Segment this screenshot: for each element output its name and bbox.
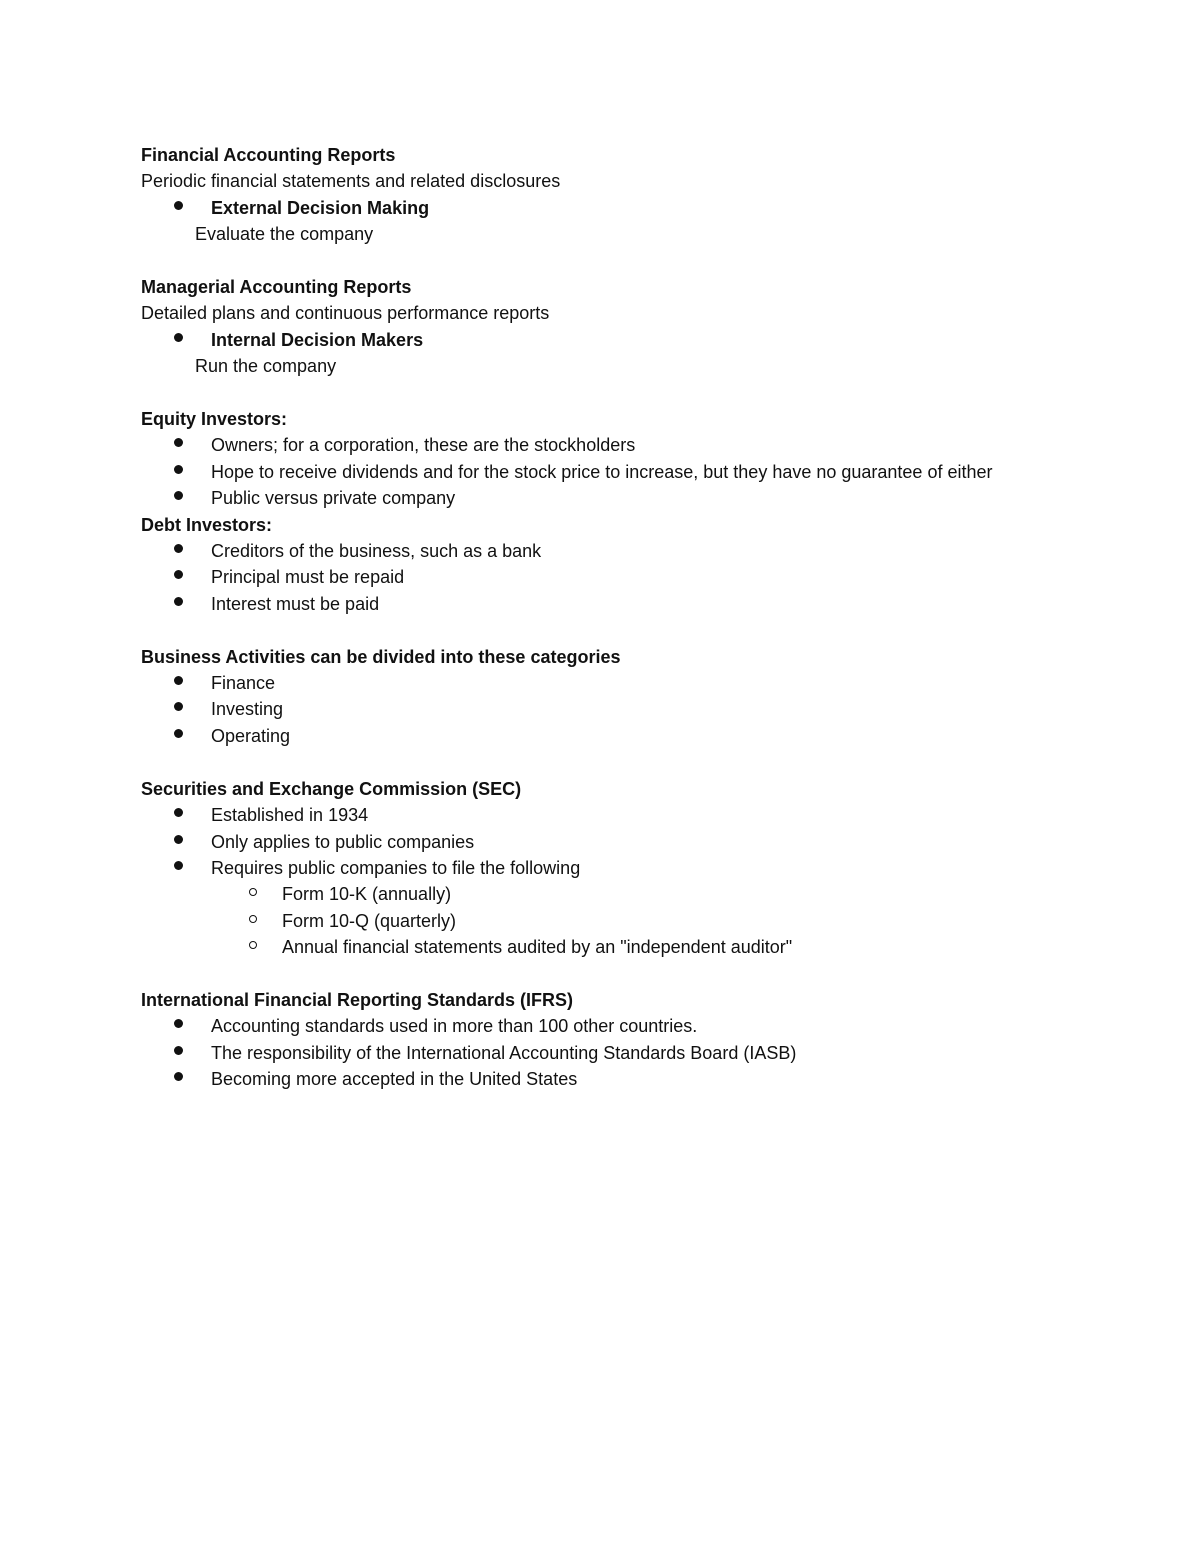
list-item: [141, 591, 1101, 617]
debt-list: [141, 538, 1101, 617]
equity-heading: Equity Investors:: [141, 409, 288, 430]
list-item: [141, 670, 1101, 696]
equity-list: [141, 432, 1101, 511]
list-item: [141, 855, 1101, 881]
sub-list-item: [141, 934, 1101, 960]
debt-item: Principal must be repaid: [211, 567, 405, 588]
list-item: [141, 723, 1101, 749]
bullet-icon: [174, 597, 183, 606]
sec-sub-item: Form 10-Q (quarterly): [282, 910, 457, 931]
list-item: [141, 432, 1101, 458]
ifrs-item: Becoming more accepted in the United States: [211, 1069, 578, 1090]
business-heading: Business Activities can be divided into these categories: [141, 646, 621, 667]
hollow-bullet-icon: [249, 915, 257, 923]
sec-sub-item: Form 10-K (annually): [282, 884, 452, 905]
list-item: [141, 564, 1101, 590]
bullet-icon: [174, 465, 183, 474]
bullet-icon: [174, 702, 183, 711]
bullet-icon: [174, 861, 183, 870]
bullet-icon: [174, 1019, 183, 1028]
list-item: [141, 195, 1101, 221]
sec-item: Established in 1934: [211, 805, 369, 826]
business-item: Finance: [211, 673, 276, 694]
list-item: [141, 1040, 1101, 1066]
bullet-icon: [174, 1046, 183, 1055]
sec-item: Requires public companies to file the following: [211, 857, 581, 878]
list-item: [141, 802, 1101, 828]
bullet-icon: [174, 808, 183, 817]
list-item: [141, 829, 1101, 855]
bullet-icon: [174, 570, 183, 579]
list-item: [141, 327, 1101, 353]
financial-description: Periodic financial statements and related disclosures: [141, 171, 561, 192]
sec-item: Only applies to public companies: [211, 831, 475, 852]
list-item: [141, 538, 1101, 564]
ifrs-list: [141, 1013, 1101, 1092]
debt-item: Creditors of the business, such as a bank: [211, 541, 542, 562]
financial-note: Evaluate the company: [195, 224, 374, 245]
equity-item: Hope to receive dividends and for the stock price to increase, but they have no guarantee of either: [211, 461, 993, 482]
bullet-icon: [174, 835, 183, 844]
financial-bullet: External Decision Making: [211, 197, 430, 218]
list-item: [141, 485, 1101, 511]
bullet-icon: [174, 201, 183, 210]
financial-list: [141, 195, 1101, 221]
managerial-list: [141, 327, 1101, 353]
bullet-icon: [174, 676, 183, 685]
bullet-icon: [174, 491, 183, 500]
bullet-icon: [174, 333, 183, 342]
sec-list: [141, 802, 1101, 881]
managerial-note: Run the company: [195, 356, 337, 377]
sec-sub-item: Annual financial statements audited by an "independent auditor": [282, 937, 793, 958]
document-page: [141, 142, 1101, 1093]
bullet-icon: [174, 729, 183, 738]
list-item: [141, 1013, 1101, 1039]
debt-heading: Debt Investors:: [141, 514, 273, 535]
bullet-icon: [174, 1072, 183, 1081]
financial-heading: Financial Accounting Reports: [141, 145, 396, 165]
hollow-bullet-icon: [249, 888, 257, 896]
equity-item: Owners; for a corporation, these are the stockholders: [211, 435, 636, 456]
ifrs-item: The responsibility of the International Accounting Standards Board (IASB): [211, 1042, 797, 1063]
sub-list-item: [141, 908, 1101, 934]
bullet-icon: [174, 544, 183, 553]
sec-heading: Securities and Exchange Commission (SEC): [141, 778, 522, 799]
bullet-icon: [174, 438, 183, 447]
equity-item: Public versus private company: [211, 488, 456, 509]
ifrs-item: Accounting standards used in more than 100 other countries.: [211, 1016, 698, 1037]
ifrs-heading: International Financial Reporting Standards (IFRS): [141, 989, 574, 1010]
sub-list-item: [141, 881, 1101, 907]
managerial-description: Detailed plans and continuous performance reports: [141, 303, 550, 324]
list-item: [141, 459, 1101, 485]
debt-item: Interest must be paid: [211, 593, 380, 614]
managerial-heading: Managerial Accounting Reports: [141, 277, 412, 298]
list-item: [141, 1066, 1101, 1092]
hollow-bullet-icon: [249, 941, 257, 949]
business-list: [141, 670, 1101, 749]
sec-sub-list: [141, 881, 1101, 960]
list-item: [141, 696, 1101, 722]
managerial-bullet: Internal Decision Makers: [211, 329, 424, 350]
business-item: Investing: [211, 699, 284, 720]
business-item: Operating: [211, 725, 291, 746]
